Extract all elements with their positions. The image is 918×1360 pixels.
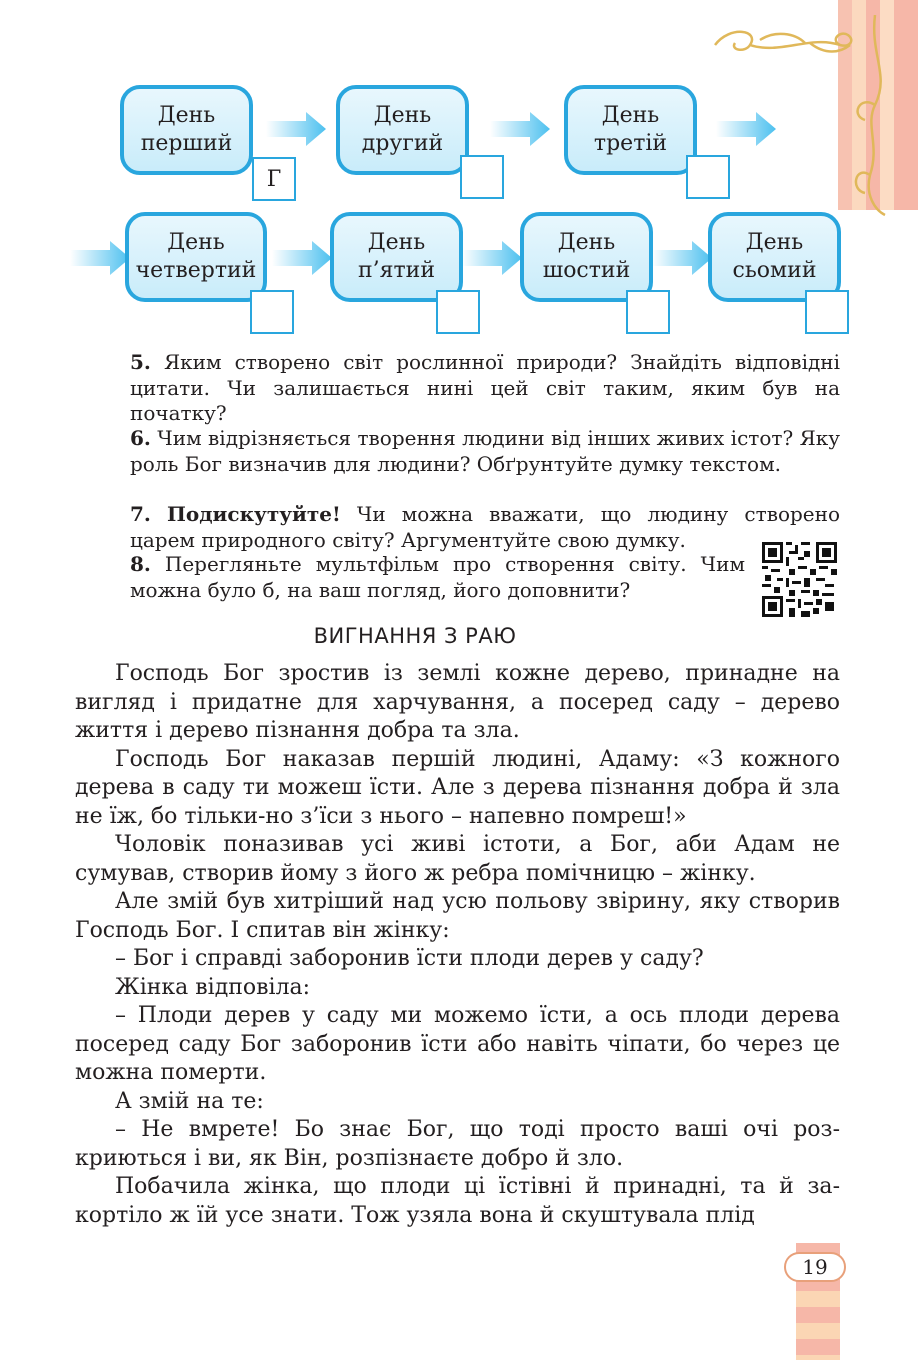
day-label: День <box>367 230 426 255</box>
day-name: четвертий <box>135 258 257 283</box>
answer-box[interactable]: Г <box>252 157 296 201</box>
paragraph: – Плоди дерев у саду ми можемо їсти, а ось плоди дерева посеред саду Бог заборонив їсти або навіть чіпати, бо через це можна померти. <box>75 1003 840 1085</box>
day-box-3 <box>564 85 697 175</box>
day-box-2 <box>336 85 469 175</box>
day-box-5 <box>330 212 463 302</box>
task-text: Чим відрізняється творення людини від інших живих істот? Яку роль Бог визначив для людини? Обґрунтуйте думку текстом. <box>130 426 840 476</box>
paragraph: А змій на те: <box>115 1088 264 1114</box>
paragraph: Але змій був хитріший над усю польову звірину, яку створив Господь Бог. І спитав він жінку: <box>75 889 840 943</box>
task-number: 5. <box>130 350 151 374</box>
arrow-icon <box>490 112 550 146</box>
day-box-4 <box>125 212 267 302</box>
arrow-icon <box>272 241 332 275</box>
day-label: День <box>557 230 616 255</box>
day-label: День <box>373 103 432 128</box>
paragraph: – Бог і справді заборонив їсти плоди дерев у саду? <box>115 946 704 971</box>
day-box-6 <box>520 212 653 302</box>
paragraph: Побачила жінка, що плоди ці їстівні й принадні, та й закортіло ж їй усе знати. Тож узяла вона й скуштувала плід <box>75 1174 840 1228</box>
paragraph: – Не вмрете! Бо знає Бог, що тоді просто ваші очі розкриються і ви, як Він, розпізнаєте добро й зло. <box>75 1117 840 1171</box>
task-text: Чи можна вважати, що людину створено царем природного світу? Аргументуйте свою думку. <box>130 502 841 552</box>
task-number: 7. <box>130 502 151 526</box>
task-text: Перегляньте мультфільм про створення світу. Чим можна було б, на ваш погляд, його доповнити? <box>130 552 746 602</box>
day-label: День <box>745 230 804 255</box>
paragraph: Господь Бог наказав першій людині, Адаму: «З кожного дерева в саду ти можеш їсти. Але з дерева пізнання добра й зла не їж, бо тільки-но з’їси з нього – напевно помреш!» <box>75 746 840 829</box>
day-name: сьомий <box>732 258 817 283</box>
section-title: ВИГНАННЯ З РАЮ <box>313 624 517 648</box>
story-text <box>75 660 840 1230</box>
answer-box[interactable] <box>686 155 730 199</box>
task-number: 6. <box>130 426 151 450</box>
paragraph: Жінка відповіла: <box>115 974 311 1000</box>
task-7 <box>130 502 840 553</box>
task-emphasis: Подискутуйте! <box>167 502 341 526</box>
arrow-icon <box>266 112 326 146</box>
day-name: п’ятий <box>357 258 436 283</box>
day-label: День <box>167 230 225 255</box>
qr-code-icon[interactable] <box>762 542 837 617</box>
task-number: 8. <box>130 552 151 576</box>
paragraph: Чоловік поназивав усі живі істоти, а Бог, аби Адам не сумував, створив йому з його ж ребра помічницю – жінку. <box>75 832 840 886</box>
task-8 <box>130 552 745 603</box>
paragraph: Господь Бог зростив із землі кожне дерево, принадне на вигляд і придатне для харчування, а посеред саду – дерево життя і дерево пізнання добра та зла. <box>75 661 840 743</box>
page-number: 19 <box>784 1252 846 1282</box>
task-text: Яким створено світ рослинної природи? Знайдіть відповідні цитати. Чи залишається нині цей світ таким, яким був на початку? <box>130 350 841 425</box>
day-box-7 <box>708 212 841 302</box>
arrow-icon <box>70 241 130 275</box>
answer-box[interactable] <box>436 290 480 334</box>
day-label: День <box>157 103 216 128</box>
day-label: День <box>601 103 660 128</box>
task-6 <box>130 426 840 477</box>
answer-box[interactable] <box>460 155 504 199</box>
arrow-icon <box>462 241 522 275</box>
answer-box[interactable] <box>805 290 849 334</box>
answer-box[interactable] <box>626 290 670 334</box>
day-box-1 <box>120 85 253 175</box>
day-name: шостий <box>542 258 631 283</box>
task-5 <box>130 350 840 427</box>
arrow-icon <box>652 241 712 275</box>
arrow-icon <box>716 112 776 146</box>
day-name: перший <box>140 131 233 156</box>
answer-box[interactable] <box>250 290 294 334</box>
day-name: другий <box>361 131 444 156</box>
day-name: третій <box>593 131 668 156</box>
